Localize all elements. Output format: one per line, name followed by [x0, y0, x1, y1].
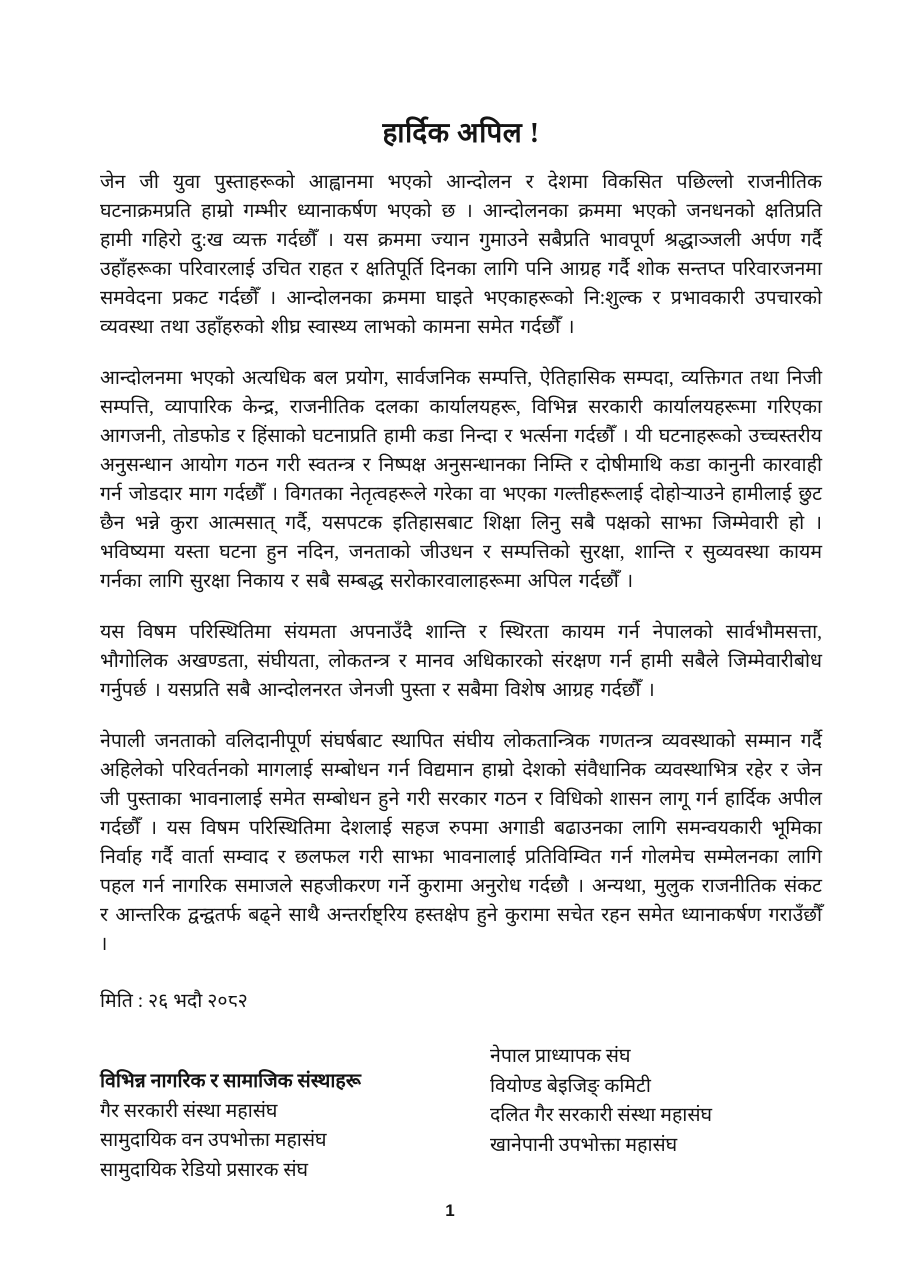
paragraph-1: जेन जी युवा पुस्ताहरूको आह्वानमा भएको आन्दोलन र देशमा विकसित पछिल्लो राजनीतिक घटनाक्रमप्रति हाम्रो गम्भीर ध्यानाकर्षण भएको छ । आन्दोलनका क्रममा भएको जनधनको क्षतिप्रति हामी गहिरो दु:ख व्यक्त गर्दछौँ । यस क्रममा ज्यान गुमाउने सबैप्रति भावपूर्ण श्रद्धाञ्जली अर्पण गर्दै उहाँहरूका परिवारलाई उचित राहत र क्षतिपूर्ति दिनका लागि पनि आग्रह गर्दै शोक सन्तप्त परिवारजनमा समवेदना प्रकट गर्दछौँ । आन्दोलनका क्रममा घाइते भएकाहरूको नि:शुल्क र प्रभावकारी उपचारको व्यवस्था तथा उहाँहरुको शीघ्र स्वास्थ्य लाभको कामना समेत गर्दछौँ । — [100, 172, 822, 339]
signatory-item: सामुदायिक रेडियो प्रसारक संघ — [100, 1159, 309, 1181]
signatories-left-column — [100, 1067, 490, 1185]
paragraph-4: नेपाली जनताको वलिदानीपूर्ण संघर्षबाट स्थापित संघीय लोकतान्त्रिक गणतन्त्र व्यवस्थाको सम्मान गर्दै अहिलेको परिवर्तनको मागलाई सम्बोधन गर्न विद्यमान हाम्रो देशको संवैधानिक व्यवस्थाभित्र रहेर र जेन जी पुस्ताका भावनालाई समेत सम्बोधन हुने गरी सरकार गठन र विधिको शासन लागू गर्न हार्दिक अपील गर्दछौँ । यस विषम परिस्थितिमा देशलाई सहज रुपमा अगाडी बढाउनका लागि समन्वयकारी भूमिका निर्वाह गर्दै वार्ता सम्वाद र छलफल गरी साझा भावनालाई प्रतिविम्वित गर्न गोलमेच सम्मेलनका लागि पहल गर्न नागरिक समाजले सहजीकरण गर्ने कुरामा अनुरोध गर्दछौ । अन्यथा, मुलुक राजनीतिक संकट र आन्तरिक द्वन्द्वतर्फ बढ्ने साथै अन्तर्राष्ट्रिय हस्तक्षेप हुने कुरामा सचेत रहन समेत ध्यानाकर्षण गराउँछौँ । — [100, 731, 822, 956]
signatory-item: सामुदायिक वन उपभोक्ता महासंघ — [100, 1130, 327, 1152]
date-line: मिति : २६ भदौ २०८२ — [100, 991, 248, 1013]
signatories-left-header: विभिन्न नागरिक र सामाजिक संस्थाहरू — [100, 1071, 361, 1093]
signatory-item: गैर सरकारी संस्था महासंघ — [100, 1100, 278, 1122]
signatories-section — [100, 1042, 822, 1185]
signatory-item: खानेपानी उपभोक्ता महासंघ — [490, 1134, 678, 1156]
document-content — [100, 0, 822, 1185]
paragraph-2: आन्दोलनमा भएको अत्यधिक बल प्रयोग, सार्वजनिक सम्पत्ति, ऐतिहासिक सम्पदा, व्यक्तिगत तथा निजी सम्पत्ति, व्यापारिक केन्द्र, राजनीतिक दलका कार्यालयहरू, विभिन्न सरकारी कार्यालयहरूमा गरिएका आगजनी, तोडफोड र हिंसाको घटनाप्रति हामी कडा निन्दा र भर्त्सना गर्दछौँ । यी घटनाहरूको उच्चस्तरीय अनुसन्धान आयोग गठन गरी स्वतन्त्र र निष्पक्ष अनुसन्धानका निम्ति र दोषीमाथि कडा कानुनी कारवाही गर्न जोडदार माग गर्दछौँ । विगतका नेतृत्वहरूले गरेका वा भएका गल्तीहरूलाई दोहोऱ्याउने हामीलाई छुट छैन भन्ने कुरा आत्मसात् गर्दै, यसपटक इतिहासबाट शिक्षा लिनु सबै पक्षको साझा जिम्मेवारी हो । भविष्यमा यस्ता घटना हुन नदिन, जनताको जीउधन र सम्पत्तिको सुरक्षा, शान्ति र सुव्यवस्था कायम गर्नका लागि सुरक्षा निकाय र सबै सम्बद्ध सरोकारवालाहरूमा अपिल गर्दछौँ । — [100, 368, 822, 593]
paragraph-3: यस विषम परिस्थितिमा संयमता अपनाउँदै शान्ति र स्थिरता कायम गर्न नेपालको सार्वभौमसत्ता, भौगोलिक अखण्डता, संघीयता, लोकतन्त्र र मानव अधिकारको संरक्षण गर्न हामी सबैले जिम्मेवारीबोध गर्नुपर्छ । यसप्रति सबै आन्दोलनरत जेनजी पुस्ता र सबैमा विशेष आग्रह गर्दछौँ । — [100, 622, 822, 702]
signatory-item: वियोण्ड बेइजिङ् कमिटी — [490, 1075, 651, 1097]
page-title: हार्दिक अपिल ! — [382, 118, 540, 149]
signatories-right-column — [490, 1042, 822, 1160]
page-number: 1 — [445, 1201, 455, 1220]
signatory-item: दलित गैर सरकारी संस्था महासंघ — [490, 1105, 713, 1127]
signatory-item: नेपाल प्राध्यापक संघ — [490, 1046, 631, 1068]
